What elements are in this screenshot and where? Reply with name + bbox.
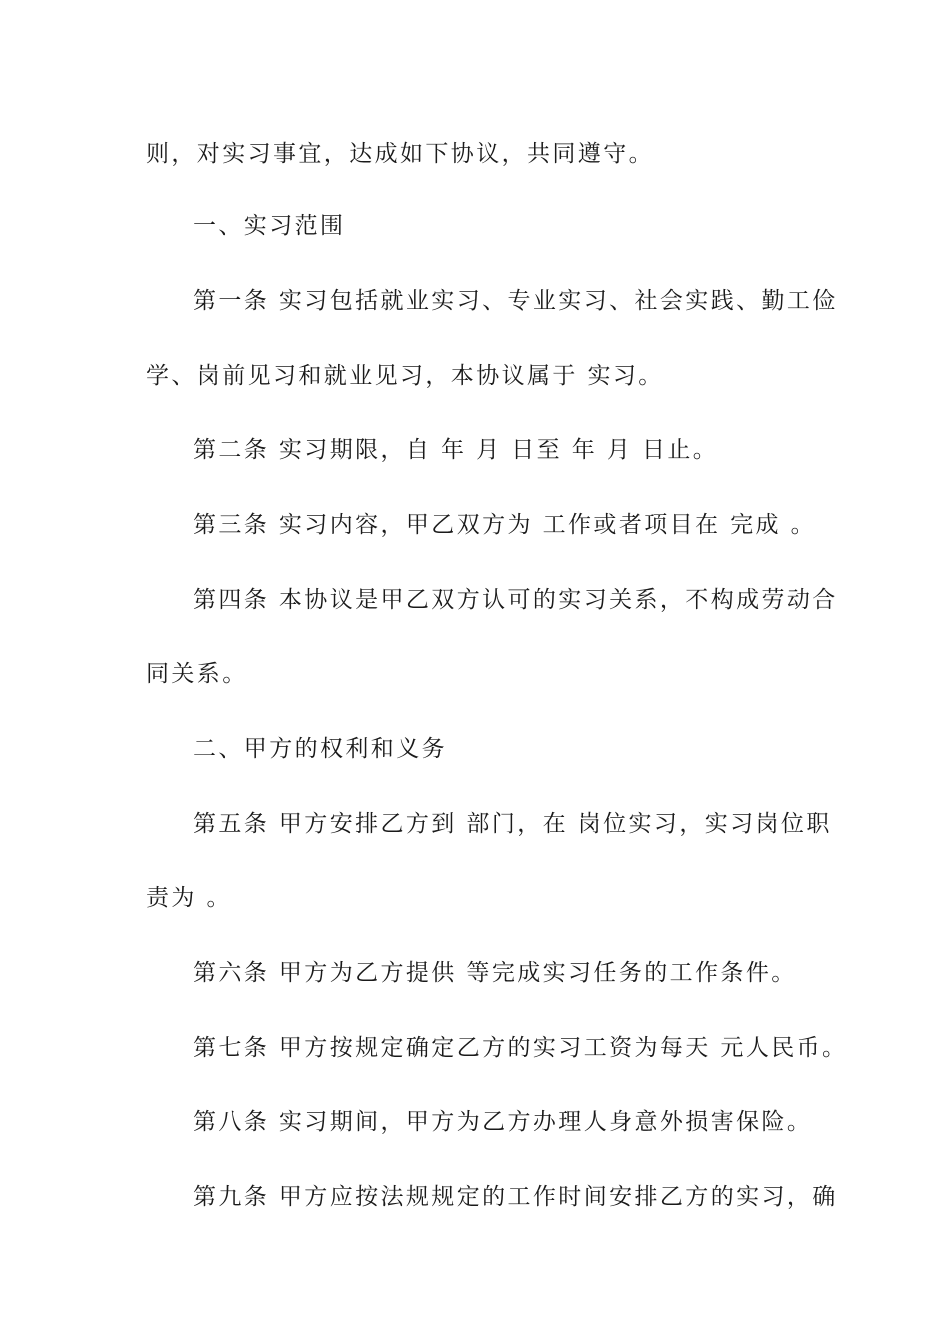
text-line-continuation: 则，对实习事宜，达成如下协议，共同遵守。 — [146, 141, 654, 167]
article-4-line-2: 同关系。 — [146, 661, 248, 687]
article-1-line-1: 第一条 实习包括就业实习、专业实习、社会实践、勤工俭 — [193, 288, 838, 314]
article-3: 第三条 实习内容，甲乙双方为 工作或者项目在 完成 。 — [193, 512, 817, 538]
article-6: 第六条 甲方为乙方提供 等完成实习任务的工作条件。 — [193, 960, 797, 986]
article-9-line-1: 第九条 甲方应按法规规定的工作时间安排乙方的实习，确 — [193, 1184, 838, 1210]
article-4-line-1: 第四条 本协议是甲乙双方认可的实习关系，不构成劳动合 — [193, 587, 838, 613]
article-8: 第八条 实习期间，甲方为乙方办理人身意外损害保险。 — [193, 1109, 813, 1135]
article-5-line-2: 责为 。 — [146, 885, 232, 911]
article-7: 第七条 甲方按规定确定乙方的实习工资为每天 元人民币。 — [193, 1035, 848, 1061]
article-2: 第二条 实习期限，自 年 月 日至 年 月 日止。 — [193, 437, 719, 463]
article-1-line-2: 学、岗前见习和就业见习，本协议属于 实习。 — [146, 363, 664, 389]
section-heading-1: 一、实习范围 — [193, 213, 346, 239]
section-heading-2: 二、甲方的权利和义务 — [193, 736, 447, 762]
article-5-line-1: 第五条 甲方安排乙方到 部门，在 岗位实习，实习岗位职 — [193, 811, 832, 837]
